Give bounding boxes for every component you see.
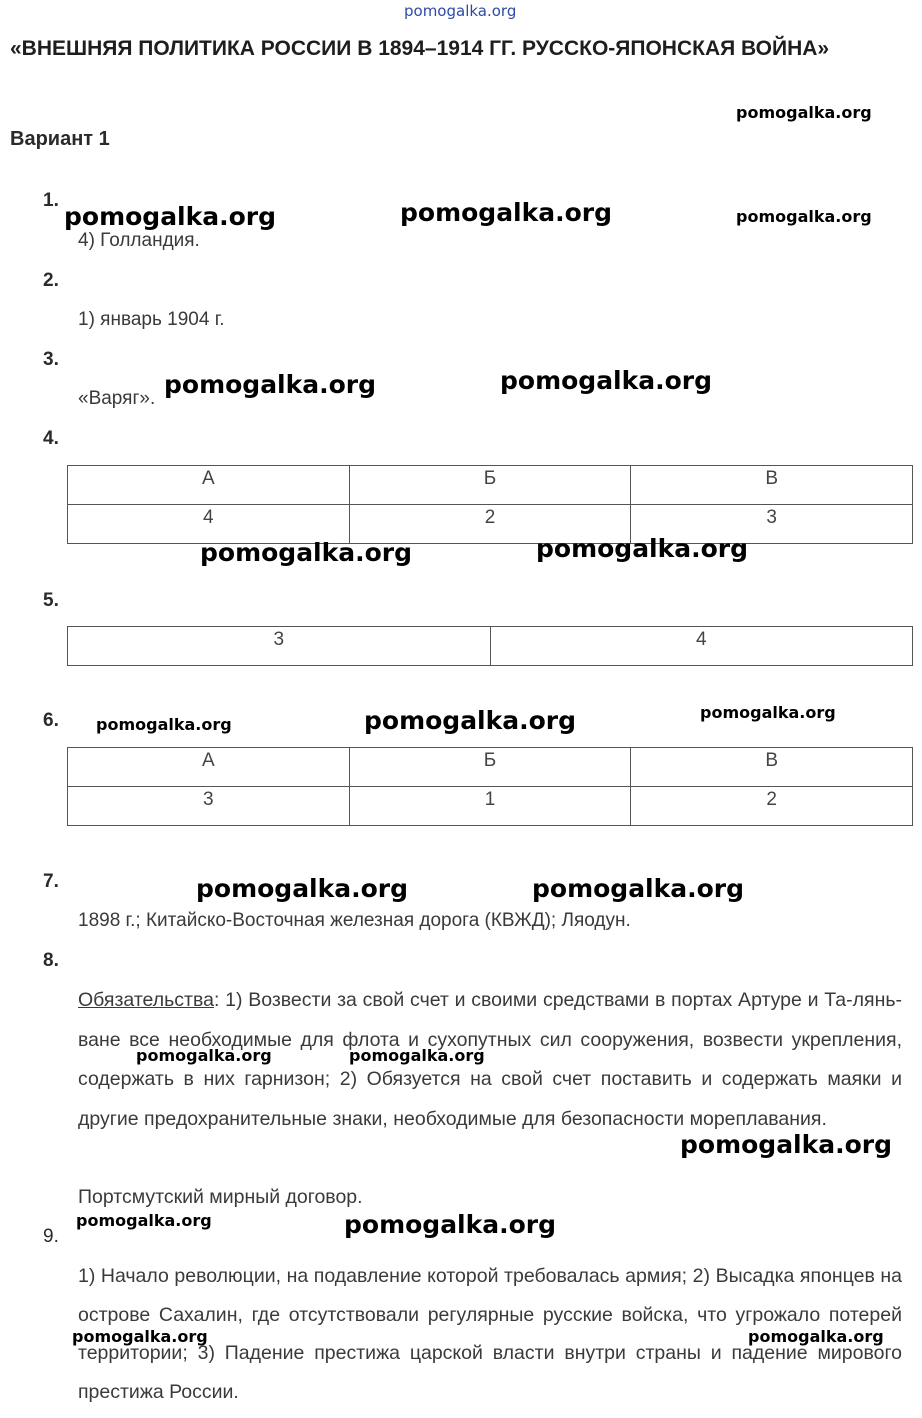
table-header-row bbox=[68, 748, 913, 787]
table-cell: 3 bbox=[68, 787, 350, 826]
answer-table-4 bbox=[67, 465, 913, 544]
table-row bbox=[68, 627, 913, 666]
question-number-9: 9. bbox=[43, 1226, 59, 1247]
table-cell: 3 bbox=[631, 505, 913, 544]
watermark: pomogalka.org bbox=[532, 874, 745, 903]
watermark: pomogalka.org bbox=[76, 1211, 212, 1230]
watermark: pomogalka.org bbox=[500, 366, 713, 395]
watermark: pomogalka.org bbox=[164, 370, 377, 399]
answer-1: 4) Голландия. bbox=[78, 230, 200, 251]
watermark: pomogalka.org bbox=[736, 207, 872, 226]
table-cell: Б bbox=[349, 748, 631, 787]
watermark: pomogalka.org bbox=[64, 202, 277, 231]
watermark: pomogalka.org bbox=[700, 703, 836, 722]
watermark: pomogalka.org bbox=[136, 1046, 272, 1065]
watermark: pomogalka.org bbox=[96, 715, 232, 734]
page-title: «ВНЕШНЯЯ ПОЛИТИКА РОССИИ В 1894–1914 ГГ. РУССКО-ЯПОНСКАЯ ВОЙНА» bbox=[10, 37, 830, 60]
table-cell: 4 bbox=[490, 627, 913, 666]
table-cell: В bbox=[631, 466, 913, 505]
table-cell: 2 bbox=[631, 787, 913, 826]
watermark: pomogalka.org bbox=[196, 874, 409, 903]
watermark: pomogalka.org bbox=[536, 534, 749, 563]
watermark: pomogalka.org bbox=[736, 103, 872, 122]
table-cell: 4 bbox=[68, 505, 350, 544]
question-number-8: 8. bbox=[43, 950, 59, 971]
watermark: pomogalka.org bbox=[349, 1046, 485, 1065]
question-number-3: 3. bbox=[43, 349, 59, 370]
watermark: pomogalka.org bbox=[748, 1327, 884, 1346]
answer-8-text: : 1) Возвести за свой счет и своими средствами в портах Артуре и Та-лянь-ване все необходимые для флота и сухопутных сил сооружения, возвести укрепления, содержать в них гарнизон; 2) Обязуется на свой счет поставить и содержать маяки и другие предохранительные знаки, необходимые для безопасности мореплавания. bbox=[78, 989, 902, 1130]
watermark: pomogalka.org bbox=[344, 1210, 557, 1239]
table-cell: Б bbox=[349, 466, 631, 505]
question-number-5: 5. bbox=[43, 590, 59, 611]
table-cell: 1 bbox=[349, 787, 631, 826]
watermark: pomogalka.org bbox=[400, 198, 613, 227]
table-header-row bbox=[68, 466, 913, 505]
table-row bbox=[68, 787, 913, 826]
answer-8-treaty: Портсмутский мирный договор. bbox=[78, 1186, 363, 1208]
answer-table-5 bbox=[67, 626, 913, 666]
watermark: pomogalka.org bbox=[200, 538, 413, 567]
question-number-7: 7. bbox=[43, 871, 59, 892]
answer-7: 1898 г.; Китайско-Восточная железная дорога (КВЖД); Ляодун. bbox=[78, 910, 631, 931]
question-number-6: 6. bbox=[43, 710, 59, 731]
answer-3: «Варяг». bbox=[78, 388, 156, 409]
question-number-2: 2. bbox=[43, 270, 59, 291]
watermark: pomogalka.org bbox=[680, 1130, 893, 1159]
watermark: pomogalka.org bbox=[364, 706, 577, 735]
table-cell: А bbox=[68, 466, 350, 505]
answer-8-label: Обязательства bbox=[78, 989, 214, 1011]
table-cell: А bbox=[68, 748, 350, 787]
table-cell: 2 bbox=[349, 505, 631, 544]
question-number-1: 1. bbox=[43, 190, 59, 211]
watermark: pomogalka.org bbox=[72, 1327, 208, 1346]
answer-2: 1) январь 1904 г. bbox=[78, 309, 225, 330]
table-cell: В bbox=[631, 748, 913, 787]
question-number-4: 4. bbox=[43, 428, 59, 449]
answer-9-paragraph: 1) Начало революции, на подавление которой требовалась армия; 2) Высадка японцев на острове Сахалин, где отсутствовали регулярные русские войска, что угрожало потерей территории; 3) Падение престижа царской власти внутри страны и падение мирового престижа России. bbox=[78, 1265, 902, 1403]
answer-table-6 bbox=[67, 747, 913, 826]
table-row bbox=[68, 505, 913, 544]
variant-heading: Вариант 1 bbox=[10, 128, 110, 150]
header-watermark: pomogalka.org bbox=[404, 2, 517, 20]
table-cell: 3 bbox=[68, 627, 491, 666]
